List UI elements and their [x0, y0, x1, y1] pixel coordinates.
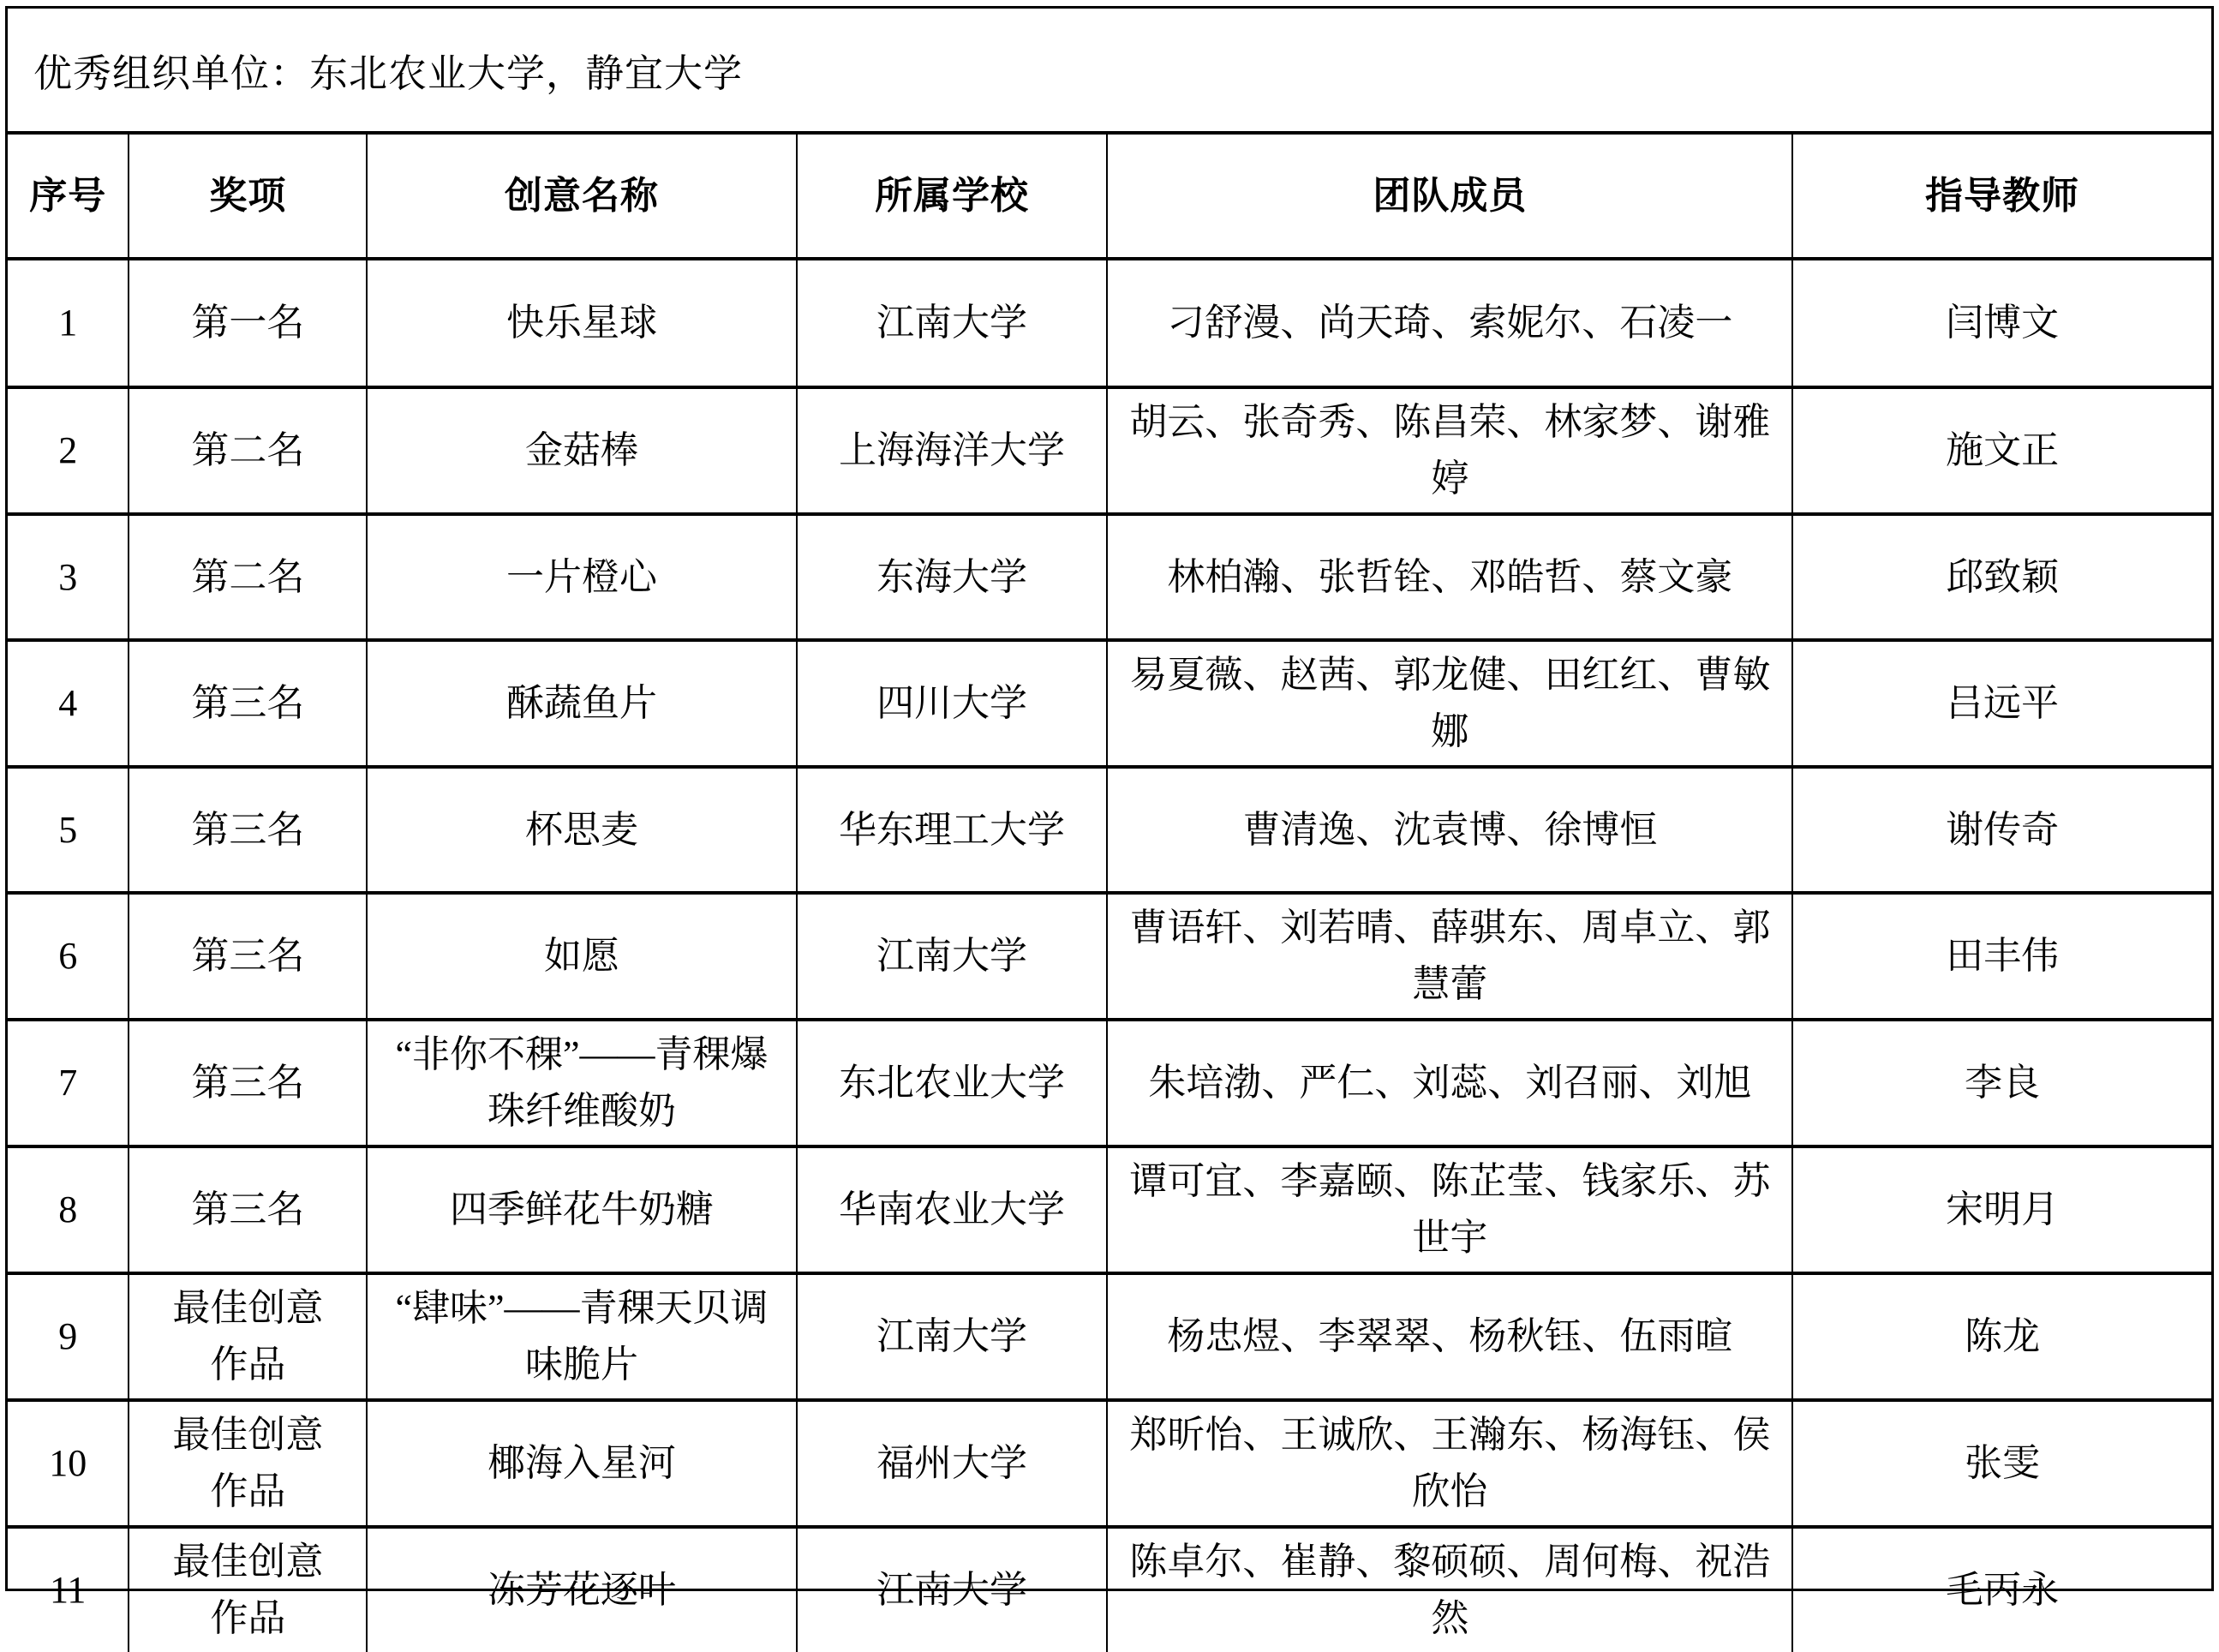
members-cell: 胡云、张奇秀、陈昌荣、林家梦、谢雅婷 — [1107, 387, 1792, 514]
table-row — [8, 1273, 2211, 1400]
col-header-no: 序号 — [8, 135, 129, 259]
name-cell: 酥蔬鱼片 — [367, 640, 797, 767]
members-cell: 曹语轩、刘若晴、薛骐东、周卓立、郭慧蕾 — [1107, 893, 1792, 1020]
members-cell: 杨忠煜、李翠翠、杨秋钰、伍雨暄 — [1107, 1273, 1792, 1400]
awards-table-document — [5, 6, 2214, 1639]
table-row — [8, 640, 2211, 767]
award-cell: 第三名 — [129, 1020, 367, 1146]
table-row — [8, 767, 2211, 893]
no-cell: 6 — [8, 893, 129, 1020]
name-cell: 如愿 — [367, 893, 797, 1020]
header-row — [8, 135, 2211, 259]
no-cell: 4 — [8, 640, 129, 767]
col-header-school: 所属学校 — [797, 135, 1108, 259]
members-cell: 郑昕怡、王诚欣、王瀚东、杨海钰、侯欣怡 — [1107, 1400, 1792, 1527]
table-row — [8, 1527, 2211, 1652]
members-cell: 易夏薇、赵茜、郭龙健、田红红、曹敏娜 — [1107, 640, 1792, 767]
table-row — [8, 1146, 2211, 1273]
table-row — [8, 259, 2211, 387]
advisor-cell: 张雯 — [1792, 1400, 2211, 1527]
award-cell: 第三名 — [129, 1146, 367, 1273]
no-cell: 10 — [8, 1400, 129, 1527]
table-row — [8, 387, 2211, 514]
school-cell: 江南大学 — [797, 1273, 1108, 1400]
advisor-cell: 闫博文 — [1792, 259, 2211, 387]
table-row — [8, 1020, 2211, 1146]
award-cell: 最佳创意作品 — [129, 1273, 367, 1400]
no-cell: 7 — [8, 1020, 129, 1146]
award-cell: 第二名 — [129, 387, 367, 514]
col-header-advisor: 指导教师 — [1792, 135, 2211, 259]
school-cell: 华东理工大学 — [797, 767, 1108, 893]
award-cell: 第一名 — [129, 259, 367, 387]
no-cell: 2 — [8, 387, 129, 514]
advisor-cell: 李良 — [1792, 1020, 2211, 1146]
advisor-cell: 宋明月 — [1792, 1146, 2211, 1273]
name-cell: 四季鲜花牛奶糖 — [367, 1146, 797, 1273]
school-cell: 华南农业大学 — [797, 1146, 1108, 1273]
members-cell: 朱培渤、严仁、刘蕊、刘召丽、刘旭 — [1107, 1020, 1792, 1146]
advisor-cell: 吕远平 — [1792, 640, 2211, 767]
col-header-name: 创意名称 — [367, 135, 797, 259]
no-cell: 9 — [8, 1273, 129, 1400]
name-cell: 椰海入星河 — [367, 1400, 797, 1527]
col-header-award: 奖项 — [129, 135, 367, 259]
award-cell: 第三名 — [129, 893, 367, 1020]
members-cell: 陈卓尔、崔静、黎硕硕、周何梅、祝浩然 — [1107, 1527, 1792, 1652]
advisor-cell: 邱致颖 — [1792, 514, 2211, 640]
name-cell: 冻芳花逐叶 — [367, 1527, 797, 1652]
advisor-cell: 施文正 — [1792, 387, 2211, 514]
name-cell: “肆味”——青稞天贝调味脆片 — [367, 1273, 797, 1400]
award-cell: 最佳创意作品 — [129, 1527, 367, 1652]
name-cell: “非你不稞”——青稞爆珠纤维酸奶 — [367, 1020, 797, 1146]
advisor-cell: 谢传奇 — [1792, 767, 2211, 893]
advisor-cell: 陈龙 — [1792, 1273, 2211, 1400]
school-cell: 江南大学 — [797, 893, 1108, 1020]
school-cell: 上海海洋大学 — [797, 387, 1108, 514]
name-cell: 一片橙心 — [367, 514, 797, 640]
col-header-members: 团队成员 — [1107, 135, 1792, 259]
awards-table — [8, 135, 2211, 1652]
no-cell: 3 — [8, 514, 129, 640]
name-cell: 快乐星球 — [367, 259, 797, 387]
award-cell: 最佳创意作品 — [129, 1400, 367, 1527]
advisor-cell: 毛丙永 — [1792, 1527, 2211, 1652]
school-cell: 东北农业大学 — [797, 1020, 1108, 1146]
members-cell: 林柏瀚、张哲铨、邓皓哲、蔡文豪 — [1107, 514, 1792, 640]
no-cell: 8 — [8, 1146, 129, 1273]
members-cell: 谭可宜、李嘉颐、陈芷莹、钱家乐、苏世宇 — [1107, 1146, 1792, 1273]
table-row — [8, 1400, 2211, 1527]
members-cell: 刁舒漫、尚天琦、索妮尔、石凌一 — [1107, 259, 1792, 387]
no-cell: 5 — [8, 767, 129, 893]
school-cell: 四川大学 — [797, 640, 1108, 767]
school-cell: 江南大学 — [797, 259, 1108, 387]
award-cell: 第三名 — [129, 767, 367, 893]
no-cell: 1 — [8, 259, 129, 387]
table-row — [8, 893, 2211, 1020]
banner-text: 优秀组织单位：东北农业大学，静宜大学 — [33, 52, 744, 95]
award-cell: 第三名 — [129, 640, 367, 767]
school-cell: 福州大学 — [797, 1400, 1108, 1527]
banner — [8, 9, 2211, 135]
advisor-cell: 田丰伟 — [1792, 893, 2211, 1020]
school-cell: 东海大学 — [797, 514, 1108, 640]
name-cell: 金菇棒 — [367, 387, 797, 514]
no-cell: 11 — [8, 1527, 129, 1652]
name-cell: 杯思麦 — [367, 767, 797, 893]
school-cell: 江南大学 — [797, 1527, 1108, 1652]
members-cell: 曹清逸、沈袁博、徐博恒 — [1107, 767, 1792, 893]
award-cell: 第二名 — [129, 514, 367, 640]
table-row — [8, 514, 2211, 640]
